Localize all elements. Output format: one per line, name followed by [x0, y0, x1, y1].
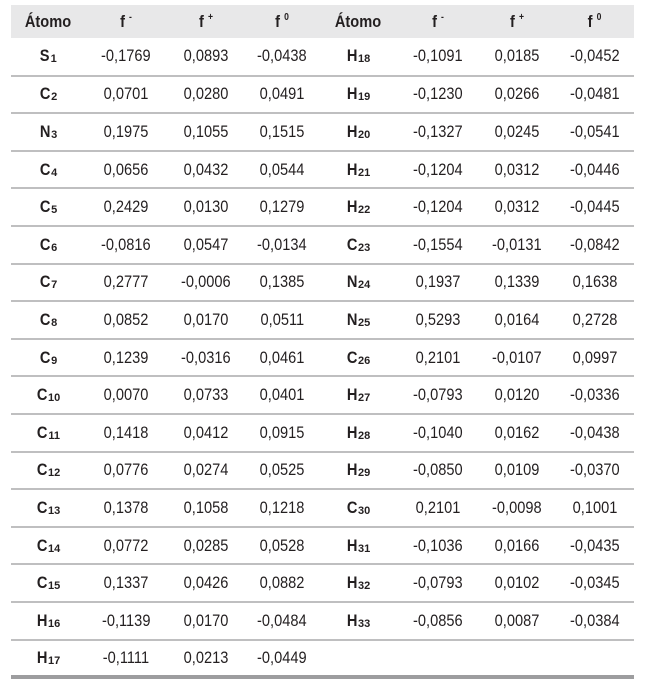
- value-fm: -0,1204: [413, 197, 463, 217]
- value-fm: 0,0776: [103, 460, 149, 480]
- header-f-minus-left: f -: [120, 11, 132, 31]
- header-atom-right: Átomo: [334, 11, 382, 31]
- table-row: [11, 76, 634, 114]
- atom-label: $N_{25}$: [346, 309, 371, 329]
- table-row: [11, 188, 634, 226]
- value-fm: -0,1230: [413, 84, 463, 104]
- value-fm: -0,0856: [413, 610, 463, 630]
- value-fm: -0,1139: [101, 610, 151, 630]
- value-fp: -0,0006: [181, 272, 231, 292]
- table-row: [11, 113, 634, 151]
- table-row: [11, 301, 634, 339]
- atom-label: $H_{27}$: [346, 385, 371, 405]
- value-fm: 0,5293: [415, 309, 461, 329]
- value-f0: -0,0541: [569, 121, 620, 141]
- value-fp: 0,0213: [183, 647, 229, 667]
- atom-label: $N_{24}$: [346, 272, 371, 292]
- header-f-zero-right: f $^0$: [587, 11, 602, 31]
- header-row: [11, 5, 634, 38]
- value-f0: 0,0544: [259, 159, 305, 179]
- value-fp: 0,0120: [494, 385, 540, 405]
- table-row: [11, 452, 634, 490]
- atom-label: $C_{14}$: [36, 535, 61, 555]
- atom-label: $H_{19}$: [346, 84, 371, 104]
- value-f0: -0,0438: [569, 422, 620, 442]
- value-f0: -0,0484: [257, 610, 307, 630]
- value-fp: 0,0312: [494, 159, 540, 179]
- value-fp: 0,0426: [183, 573, 229, 593]
- header-f-plus-left: f +: [199, 11, 213, 31]
- value-fp: 0,0102: [494, 573, 540, 593]
- value-f0: -0,0345: [569, 573, 620, 593]
- header-f-minus-right: f -: [432, 11, 444, 31]
- table-row: [11, 38, 634, 76]
- value-fp: 0,1058: [183, 497, 229, 517]
- value-fp: 0,0274: [183, 460, 229, 480]
- value-fp: 0,0164: [494, 309, 540, 329]
- value-fm: 0,1975: [103, 121, 149, 141]
- atom-label: $H_{32}$: [346, 573, 371, 593]
- value-f0: 0,2728: [572, 309, 617, 329]
- value-fp: 0,0893: [183, 46, 229, 66]
- value-fp: 0,0547: [183, 234, 229, 254]
- atom-label: $H_{17}$: [36, 647, 61, 667]
- value-fp: 0,0166: [494, 535, 540, 555]
- table-row: [11, 226, 634, 264]
- value-f0: 0,1515: [259, 121, 305, 141]
- value-f0: -0,0438: [257, 46, 307, 66]
- value-fm: 0,2429: [103, 197, 149, 217]
- value-fp: 0,0432: [183, 159, 229, 179]
- value-f0: -0,0134: [257, 234, 307, 254]
- table-row: [11, 414, 634, 452]
- value-fm: -0,1040: [413, 422, 463, 442]
- atom-label: $C_{12}$: [36, 460, 61, 480]
- atom-label: $N_3$: [39, 121, 58, 141]
- table-body: [11, 38, 634, 677]
- value-fm: 0,2777: [103, 272, 149, 292]
- value-fm: -0,1769: [101, 46, 151, 66]
- atom-label: $H_{29}$: [346, 460, 371, 480]
- value-f0: 0,0528: [259, 535, 305, 555]
- atom-label: $C_{11}$: [36, 422, 60, 442]
- value-f0: 0,0882: [259, 573, 305, 593]
- value-f0: -0,0446: [569, 159, 620, 179]
- value-f0: -0,0481: [569, 84, 620, 104]
- value-fm: -0,0793: [413, 385, 463, 405]
- table-row: [11, 339, 634, 377]
- value-fp: 0,0280: [183, 84, 229, 104]
- atom-label: $C_{13}$: [36, 497, 61, 517]
- atom-label: [319, 640, 397, 678]
- atom-label: $C_2$: [39, 84, 58, 104]
- value-fm: -0,1111: [102, 647, 150, 667]
- value-fm: 0,0772: [103, 535, 149, 555]
- value-f0: 0,1218: [259, 497, 305, 517]
- value-f0: -0,0452: [569, 46, 620, 66]
- value-f0: 0,0997: [572, 347, 617, 367]
- atom-label: $C_5$: [39, 197, 58, 217]
- value-f0: 0,0491: [259, 84, 305, 104]
- atom-label: $H_{20}$: [346, 121, 371, 141]
- value-fp: 0,0130: [183, 197, 229, 217]
- table-row: [11, 564, 634, 602]
- value-f0: 0,0401: [259, 385, 305, 405]
- value-fp: -0,0107: [492, 347, 542, 367]
- value-fm: 0,1239: [103, 347, 149, 367]
- atom-label: $C_{23}$: [346, 234, 371, 254]
- atom-label: $C_{10}$: [36, 385, 61, 405]
- fukui-function-table: [11, 5, 634, 679]
- value-fp: 0,0312: [494, 197, 540, 217]
- value-fp: 0,0266: [494, 84, 540, 104]
- value-fm: 0,0656: [103, 159, 149, 179]
- value-fp: -0,0098: [492, 497, 542, 517]
- value-fm: 0,1337: [103, 573, 149, 593]
- value-fp: 0,0245: [494, 121, 540, 141]
- value-fm: -0,1204: [413, 159, 463, 179]
- value-fp: 0,0285: [183, 535, 229, 555]
- header-f-zero-left: f $^0$: [275, 11, 289, 31]
- atom-label: $H_{31}$: [346, 535, 371, 555]
- table-row: [11, 151, 634, 189]
- header-f-plus-right: f +: [510, 11, 524, 31]
- atom-label: $C_6$: [39, 234, 58, 254]
- table-row: [11, 602, 634, 640]
- value-f0: 0,1638: [572, 272, 617, 292]
- value-fm: [397, 640, 479, 678]
- value-fm: 0,1937: [415, 272, 461, 292]
- value-f0: 0,0511: [260, 309, 304, 329]
- value-fp: -0,0131: [492, 234, 542, 254]
- value-fp: 0,0170: [183, 610, 229, 630]
- atom-label: $C_{15}$: [36, 573, 61, 593]
- value-f0: -0,0384: [569, 610, 620, 630]
- value-fp: 0,0412: [183, 422, 229, 442]
- value-fm: 0,0701: [103, 84, 149, 104]
- atom-label: $H_{28}$: [346, 422, 371, 442]
- atom-label: $C_9$: [39, 347, 58, 367]
- table-row: [11, 264, 634, 302]
- atom-label: $C_{30}$: [346, 497, 371, 517]
- value-f0: -0,0445: [569, 197, 620, 217]
- atom-label: $S_1$: [40, 46, 57, 66]
- value-fp: 0,0185: [494, 46, 540, 66]
- value-f0: -0,0435: [569, 535, 620, 555]
- value-fm: -0,0793: [413, 573, 463, 593]
- atom-label: $C_{26}$: [346, 347, 371, 367]
- atom-label: $C_8$: [39, 309, 58, 329]
- value-fm: -0,0850: [413, 460, 463, 480]
- value-fp: -0,0316: [181, 347, 231, 367]
- atom-label: $C_4$: [39, 159, 58, 179]
- value-fm: -0,1327: [413, 121, 463, 141]
- value-fp: 0,0162: [494, 422, 540, 442]
- value-f0: [555, 640, 634, 678]
- value-fp: 0,0109: [494, 460, 540, 480]
- value-fp: [479, 640, 555, 678]
- atom-label: $H_{18}$: [346, 46, 371, 66]
- value-f0: 0,1279: [259, 197, 305, 217]
- fukui-table-container: [11, 5, 634, 679]
- value-fp: 0,0170: [183, 309, 229, 329]
- value-f0: 0,0525: [259, 460, 305, 480]
- value-fm: -0,1036: [413, 535, 463, 555]
- value-fm: 0,2101: [415, 497, 461, 517]
- atom-label: $H_{22}$: [346, 197, 371, 217]
- value-f0: 0,0915: [259, 422, 305, 442]
- value-fp: 0,0733: [183, 385, 229, 405]
- value-fm: 0,0070: [103, 385, 149, 405]
- value-fp: 0,0087: [494, 610, 540, 630]
- value-f0: -0,0842: [569, 234, 620, 254]
- table-row: [11, 527, 634, 565]
- atom-label: $H_{16}$: [36, 610, 61, 630]
- value-fm: -0,0816: [101, 234, 151, 254]
- value-fp: 0,1055: [183, 121, 229, 141]
- value-f0: -0,0449: [257, 647, 307, 667]
- value-fm: 0,2101: [415, 347, 461, 367]
- value-f0: -0,0336: [569, 385, 620, 405]
- value-f0: -0,0370: [569, 460, 620, 480]
- atom-label: $C_7$: [39, 272, 58, 292]
- value-f0: 0,1385: [259, 272, 305, 292]
- value-fm: 0,0852: [103, 309, 149, 329]
- table-row: [11, 376, 634, 414]
- atom-label: $H_{21}$: [346, 159, 371, 179]
- value-fp: 0,1339: [494, 272, 540, 292]
- value-f0: 0,1001: [572, 497, 617, 517]
- value-f0: 0,0461: [259, 347, 305, 367]
- value-fm: -0,1091: [413, 46, 463, 66]
- value-fm: -0,1554: [413, 234, 463, 254]
- table-row: [11, 489, 634, 527]
- atom-label: $H_{33}$: [346, 610, 371, 630]
- value-fm: 0,1378: [103, 497, 149, 517]
- table-row: [11, 640, 634, 678]
- value-fm: 0,1418: [103, 422, 149, 442]
- header-atom-left: Átomo: [24, 11, 72, 31]
